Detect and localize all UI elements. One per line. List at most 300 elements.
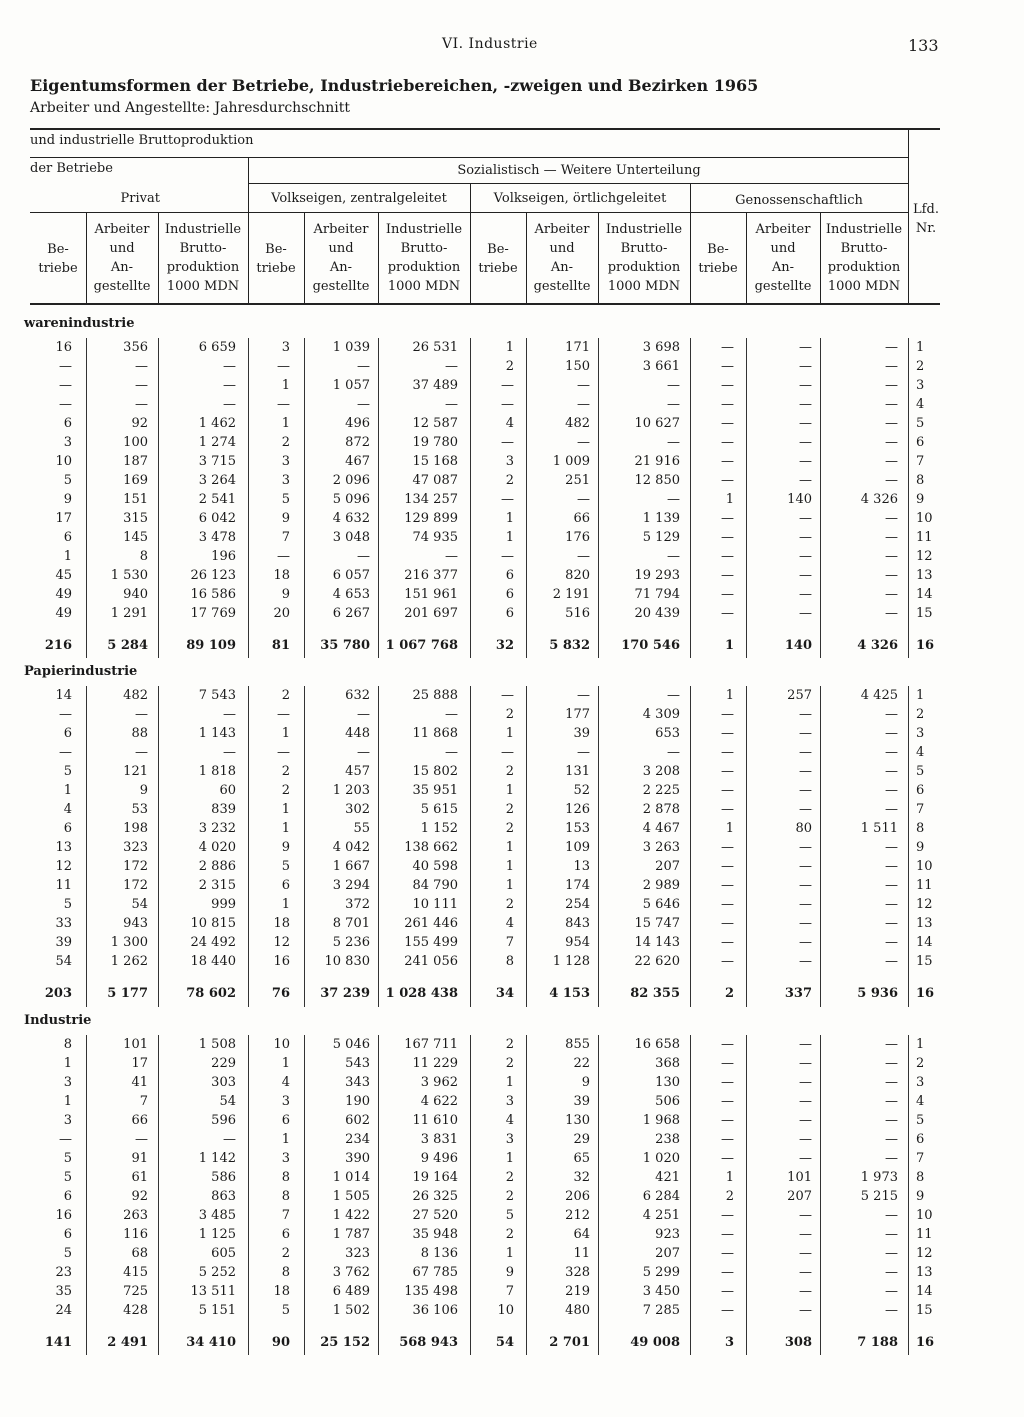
data-cell: 2 [505,764,514,779]
data-cell: 516 [565,606,590,621]
data-cell: 52 [573,783,590,798]
data-cell: — [135,707,148,722]
data-cell: 140 [787,492,812,507]
data-cell: 138 662 [404,840,458,855]
data-cell: 568 943 [399,1335,458,1350]
data-cell: 206 [565,1189,590,1204]
table-row [0,1263,1024,1282]
data-cell: 212 [565,1208,590,1223]
data-cell: 390 [345,1151,370,1166]
data-cell: 145 [123,530,148,545]
data-cell: 126 [565,802,590,817]
data-cell: 8 [505,954,514,969]
data-cell: — [885,1303,898,1318]
header-col-produktion-2: Industrielle Brutto- produktion 1000 MDN [385,222,463,294]
data-cell: — [799,859,812,874]
data-cell: — [799,707,812,722]
data-cell: — [721,606,734,621]
data-cell: 302 [345,802,370,817]
lfd-number: 1 [916,340,925,355]
data-cell: 21 916 [634,454,680,469]
data-cell: 1 502 [332,1303,370,1318]
data-cell: — [799,359,812,374]
data-cell: — [799,802,812,817]
lfd-number: 6 [916,1132,925,1147]
data-cell: 5 215 [860,1189,898,1204]
data-cell: 187 [123,454,148,469]
data-cell: — [501,688,514,703]
data-cell: 257 [787,688,812,703]
data-cell: 82 355 [630,986,680,1001]
data-cell: 2 [281,783,290,798]
data-cell: — [501,397,514,412]
data-cell: 315 [123,511,148,526]
data-cell: 241 056 [404,954,458,969]
data-cell: 323 [345,1246,370,1261]
data-cell: 32 [495,638,514,653]
data-cell: 3 263 [642,840,680,855]
data-cell: 54 [219,1094,236,1109]
data-cell: 12 587 [412,416,458,431]
lfd-number: 5 [916,416,925,431]
data-cell: 1 [281,726,290,741]
data-cell: 3 [724,1335,734,1350]
data-cell: 1 291 [110,606,148,621]
data-cell: — [223,745,236,760]
lfd-number: 11 [916,530,933,545]
data-cell: 12 [273,935,290,950]
lfd-number: 4 [916,397,925,412]
data-cell: 1 [505,340,514,355]
data-cell: 34 410 [186,1335,236,1350]
data-cell: 5 096 [332,492,370,507]
data-cell: 6 [63,726,72,741]
data-cell: 1 057 [332,378,370,393]
header-col-betriebe-2: Be- triebe [256,242,296,276]
data-cell: 9 496 [420,1151,458,1166]
data-cell: 2 [281,688,290,703]
lfd-number: 7 [916,454,925,469]
data-cell: 5 [281,1303,290,1318]
data-cell: 2 [281,764,290,779]
data-cell: 10 627 [634,416,680,431]
data-cell: 34 [495,986,514,1001]
data-cell: 17 [55,511,72,526]
data-cell: — [799,954,812,969]
lfd-number: 15 [916,1303,933,1318]
data-cell: — [445,707,458,722]
section-title-1: Papierindustrie [24,664,138,679]
data-cell: 4 042 [332,840,370,855]
column-rule [908,686,909,1007]
data-cell: — [721,1227,734,1242]
data-cell: — [501,549,514,564]
data-cell: — [885,397,898,412]
data-cell: 3 [505,1132,514,1147]
data-cell: 4 251 [642,1208,680,1223]
data-cell: 1 152 [420,821,458,836]
data-cell: 5 615 [420,802,458,817]
data-cell: 13 511 [190,1284,236,1299]
header-col-arbeiter-4: Arbeiter und An- gestellte [754,222,812,294]
total-row [0,636,1024,655]
table-row [0,1168,1024,1187]
data-cell: 337 [784,986,812,1001]
data-cell: — [885,783,898,798]
data-cell: 207 [655,859,680,874]
data-cell: 32 [573,1170,590,1185]
data-cell: 11 [55,878,72,893]
data-cell: — [721,707,734,722]
data-cell: — [799,1056,812,1071]
data-cell: 6 [63,821,72,836]
data-cell: 9 [139,783,148,798]
data-cell: 60 [219,783,236,798]
data-cell: 16 658 [634,1037,680,1052]
table-subtitle: Arbeiter und Angestellte: Jahresdurchschnitt [30,100,350,116]
data-cell: — [885,1265,898,1280]
data-cell: 201 697 [404,606,458,621]
data-cell: 5 252 [198,1265,236,1280]
data-cell: — [799,1303,812,1318]
data-cell: 3 [281,340,290,355]
data-cell: 88 [131,726,148,741]
data-cell: 27 520 [412,1208,458,1223]
data-cell: 863 [211,1189,236,1204]
lfd-number: 16 [916,986,935,1001]
data-cell: — [885,745,898,760]
column-rule [598,338,599,658]
data-cell: 81 [271,638,290,653]
table-row [0,1301,1024,1320]
data-cell: 1 [281,416,290,431]
data-cell: — [799,530,812,545]
data-cell: 1 [281,821,290,836]
data-cell: 3 762 [332,1265,370,1280]
data-cell: — [799,745,812,760]
data-cell: 3 [63,1113,72,1128]
data-cell: — [885,1246,898,1261]
data-cell: 1 [725,688,734,703]
lfd-number: 7 [916,802,925,817]
column-rule [248,338,249,658]
data-cell: — [667,378,680,393]
data-cell: — [721,340,734,355]
data-cell: 2 [725,1189,734,1204]
data-cell: 4 467 [642,821,680,836]
data-cell: 2 701 [549,1335,590,1350]
data-cell: 6 659 [198,340,236,355]
data-cell: — [357,397,370,412]
data-cell: 40 598 [412,859,458,874]
data-cell: 76 [271,986,290,1001]
lfd-number: 1 [916,688,925,703]
data-cell: — [357,745,370,760]
data-cell: 129 899 [404,511,458,526]
data-cell: 150 [565,359,590,374]
data-cell: — [799,916,812,931]
data-cell: 872 [345,435,370,450]
data-cell: 1 125 [198,1227,236,1242]
data-cell: 4 020 [198,840,236,855]
lfd-number: 11 [916,1227,933,1242]
table-row [0,1149,1024,1168]
data-cell: 5 [281,859,290,874]
data-cell: 4 425 [860,688,898,703]
data-cell: 1 028 438 [385,986,458,1001]
data-cell: — [59,397,72,412]
data-cell: 1 [63,1056,72,1071]
data-cell: — [501,435,514,450]
data-cell: 66 [573,511,590,526]
data-cell: — [799,726,812,741]
data-cell: 23 [55,1265,72,1280]
data-cell: 84 790 [412,878,458,893]
lfd-number: 7 [916,1151,925,1166]
data-cell: 18 [273,1284,290,1299]
data-cell: 78 602 [186,986,236,1001]
data-cell: — [885,530,898,545]
data-cell: — [135,745,148,760]
table-row [0,1282,1024,1301]
column-rule [690,338,691,658]
data-cell: 263 [123,1208,148,1223]
data-cell: — [721,530,734,545]
data-cell: — [667,745,680,760]
data-cell: 238 [655,1132,680,1147]
data-cell: — [59,707,72,722]
data-cell: 22 [573,1056,590,1071]
data-cell: 1 [505,726,514,741]
data-cell: — [885,1132,898,1147]
data-cell: 3 [281,454,290,469]
data-cell: — [667,549,680,564]
data-cell: 101 [787,1170,812,1185]
data-cell: 8 [63,1037,72,1052]
data-cell: — [135,359,148,374]
data-cell: 1 422 [332,1208,370,1223]
column-rule [86,1035,87,1355]
data-cell: 356 [123,340,148,355]
data-cell: — [721,1246,734,1261]
data-cell: 49 008 [630,1335,680,1350]
data-cell: — [721,1151,734,1166]
data-cell: 2 [505,1227,514,1242]
data-cell: 61 [131,1170,148,1185]
data-cell: 14 [55,688,72,703]
data-cell: 65 [573,1151,590,1166]
table-row [0,724,1024,743]
data-cell: 653 [655,726,680,741]
data-cell: — [799,1151,812,1166]
lfd-number: 3 [916,1075,925,1090]
data-cell: — [799,878,812,893]
data-cell: 35 951 [412,783,458,798]
data-cell: 5 936 [857,986,898,1001]
data-cell: 16 [55,340,72,355]
data-cell: 35 948 [412,1227,458,1242]
data-cell: 6 [281,878,290,893]
data-cell: — [501,492,514,507]
data-cell: 5 646 [642,897,680,912]
data-cell: 54 [495,1335,514,1350]
data-cell: 2 886 [198,859,236,874]
table-row [0,800,1024,819]
column-rule [470,686,471,1007]
data-cell: 2 [505,897,514,912]
data-cell: 1 508 [198,1037,236,1052]
data-cell: — [577,492,590,507]
data-cell: 496 [345,416,370,431]
header-sozialistisch: Sozialistisch — Weitere Unterteilung [457,163,701,178]
data-cell: 8 [281,1170,290,1185]
data-cell: 13 [573,859,590,874]
data-cell: 35 [55,1284,72,1299]
data-cell: — [885,916,898,931]
data-cell: 13 [55,840,72,855]
data-cell: 155 499 [404,935,458,950]
data-cell: — [667,435,680,450]
column-rule [820,1035,821,1355]
table-row [0,762,1024,781]
data-cell: 4 622 [420,1094,458,1109]
column-rule [820,686,821,1007]
data-cell: — [885,1151,898,1166]
data-cell: 2 [505,707,514,722]
data-cell: 80 [795,821,812,836]
data-cell: 92 [131,1189,148,1204]
data-cell: 480 [565,1303,590,1318]
data-cell: 1 [505,1246,514,1261]
data-cell: 3 208 [642,764,680,779]
data-cell: 10 815 [190,916,236,931]
data-cell: — [799,454,812,469]
data-cell: 54 [131,897,148,912]
data-cell: 323 [123,840,148,855]
data-cell: 343 [345,1075,370,1090]
data-cell: 134 257 [404,492,458,507]
data-cell: 2 191 [552,587,590,602]
data-cell: 172 [123,859,148,874]
data-cell: 372 [345,897,370,912]
data-cell: 9 [581,1075,590,1090]
lfd-number: 11 [916,878,933,893]
data-cell: 1 462 [198,416,236,431]
column-rule [304,686,305,1007]
page-number: 133 [908,36,939,55]
data-cell: 6 [63,1227,72,1242]
data-cell: 16 586 [190,587,236,602]
data-cell: 457 [345,764,370,779]
data-cell: 2 [724,986,734,1001]
data-cell: 7 188 [857,1335,898,1350]
data-cell: — [885,606,898,621]
data-cell: — [885,1037,898,1052]
data-cell: 1 139 [642,511,680,526]
data-cell: — [799,473,812,488]
data-cell: 3 [505,454,514,469]
data-cell: 1 [725,1170,734,1185]
data-cell: 3 962 [420,1075,458,1090]
data-cell: — [799,511,812,526]
lfd-number: 8 [916,473,925,488]
data-cell: 1 [281,802,290,817]
data-cell: 131 [565,764,590,779]
data-cell: 6 [281,1113,290,1128]
data-cell: 2 096 [332,473,370,488]
data-cell: 135 498 [404,1284,458,1299]
data-cell: 1 [63,1094,72,1109]
data-cell: 2 [505,473,514,488]
data-cell: 7 [505,1284,514,1299]
data-cell: — [721,878,734,893]
data-cell: — [885,840,898,855]
data-cell: 602 [345,1113,370,1128]
data-cell: 482 [123,688,148,703]
data-cell: 39 [55,935,72,950]
table-row [0,1092,1024,1111]
table-row [0,528,1024,547]
data-cell: — [277,549,290,564]
data-cell: 3 698 [642,340,680,355]
column-rule [526,1035,527,1355]
data-cell: — [223,359,236,374]
header-col-betriebe-1: Be- triebe [38,242,78,276]
data-cell: 74 935 [412,530,458,545]
data-cell: 1 300 [110,935,148,950]
column-rule [820,338,821,658]
data-cell: 229 [211,1056,236,1071]
data-cell: 25 152 [320,1335,370,1350]
column-rule [378,338,379,658]
data-cell: 8 [139,549,148,564]
data-cell: 605 [211,1246,236,1261]
data-cell: 4 632 [332,511,370,526]
data-cell: — [357,359,370,374]
data-cell: 100 [123,435,148,450]
data-cell: 170 546 [621,638,680,653]
data-cell: — [885,1284,898,1299]
data-cell: 368 [655,1056,680,1071]
table-title: Eigentumsformen der Betriebe, Industriebereichen, -zweigen und Bezirken 1965 [30,76,759,95]
table-row [0,743,1024,762]
data-cell: — [885,764,898,779]
data-cell: — [667,688,680,703]
data-cell: — [445,549,458,564]
data-cell: — [885,1227,898,1242]
data-cell: 1 [281,897,290,912]
data-cell: 7 [505,935,514,950]
lfd-number: 10 [916,511,933,526]
data-cell: — [799,340,812,355]
column-rule [86,686,87,1007]
data-cell: — [799,606,812,621]
data-cell: — [721,1208,734,1223]
table-row [0,705,1024,724]
data-cell: — [59,745,72,760]
data-cell: 4 [281,1075,290,1090]
data-cell: 940 [123,587,148,602]
data-cell: 6 [505,587,514,602]
data-cell: — [721,1265,734,1280]
data-cell: 2 878 [642,802,680,817]
data-cell: 116 [123,1227,148,1242]
data-cell: — [277,359,290,374]
data-cell: — [885,859,898,874]
table-row [0,395,1024,414]
data-cell: 24 492 [190,935,236,950]
data-cell: — [277,397,290,412]
